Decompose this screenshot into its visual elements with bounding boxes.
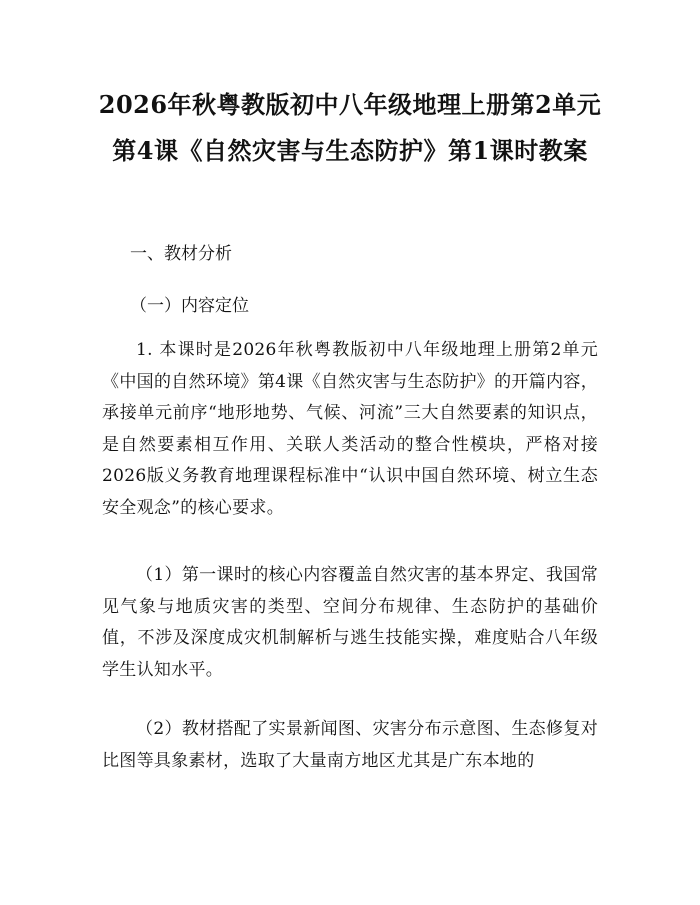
paragraph-1: 1. 本课时是2026年秋粤教版初中八年级地理上册第2单元《中国的自然环境》第4课《自然灾害与生态防护》的开篇内容，承接单元前序“地形地势、气候、河流”三大自然要素的知识点，是自然要素相互作用、关联人类活动的整合性模块，严格对接2026版义务教育地理课程标准中“认识中国自然环境、树立生态安全观念”的核心要求。 — [102, 340, 598, 518]
paragraph-2: （1）第一课时的核心内容覆盖自然灾害的基本界定、我国常见气象与地质灾害的类型、空间分布规律、生态防护的基础价值，不涉及深度成灾机制解析与逃生技能实操，难度贴合八年级学生认知水平。 — [102, 565, 598, 680]
paragraph-3: （2）教材搭配了实景新闻图、灾害分布示意图、生态修复对比图等具象素材，选取了大量南方地区尤其是广东本地的 — [102, 719, 598, 771]
document-title: 2026年秋粤教版初中八年级地理上册第2单元第4课《自然灾害与生态防护》第1课时教案 — [98, 90, 602, 165]
section-heading-textbook-analysis: 一、教材分析 — [130, 244, 232, 264]
subsection-heading-content-positioning: （一）内容定位 — [130, 296, 249, 316]
